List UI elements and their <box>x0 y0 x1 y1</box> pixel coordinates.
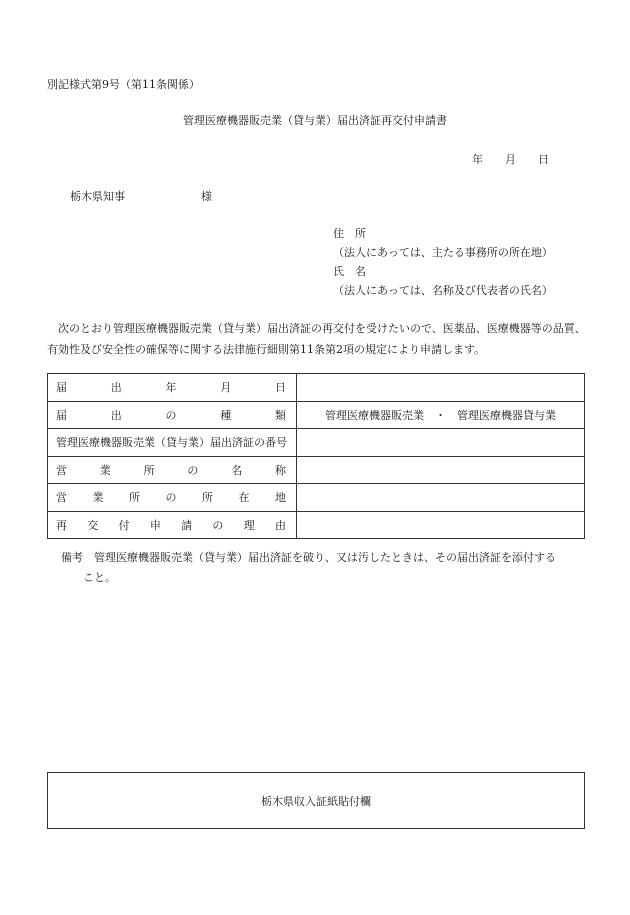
label-char: 申 <box>149 518 161 532</box>
applicant-block <box>333 224 553 300</box>
form-number: 別記様式第9号（第11条関係） <box>47 78 200 91</box>
revenue-stamp-box <box>47 772 585 829</box>
date-line <box>472 151 549 167</box>
label-text: 管理医療機器販売業（貸与業）届出済証の番号 <box>56 436 287 450</box>
label-char: の <box>165 408 177 422</box>
label-char: の <box>212 518 224 532</box>
label-char: 月 <box>220 381 232 395</box>
value-notification-type[interactable]: 管理医療機器販売業 ・ 管理医療機器貸与業 <box>297 401 585 429</box>
row-label-notification-type <box>48 401 297 429</box>
label-char: 出 <box>110 408 122 422</box>
value-office-address[interactable] <box>297 484 585 512</box>
label-char: 業 <box>99 463 111 477</box>
label-char: の <box>165 491 177 505</box>
date-day-label: 日 <box>538 153 549 166</box>
application-table <box>47 373 585 539</box>
table-row <box>48 401 585 429</box>
row-label-office-address <box>48 484 297 512</box>
value-notification-date[interactable] <box>297 374 585 402</box>
label-char: 年 <box>165 381 177 395</box>
label-char: 日 <box>275 381 286 395</box>
label-char: 交 <box>87 518 99 532</box>
revenue-stamp-label: 栃木県収入証紙貼付欄 <box>261 794 371 808</box>
addressee-name: 栃木県知事 <box>70 190 125 203</box>
value-certificate-number[interactable] <box>297 429 585 457</box>
label-char: 所 <box>143 463 155 477</box>
name-label: 氏 名 <box>333 265 366 278</box>
table-row <box>48 429 585 457</box>
label-char: 業 <box>92 491 104 505</box>
remarks-line-2: こと。 <box>83 571 116 584</box>
remarks <box>61 548 585 588</box>
addressee-honorific: 様 <box>201 190 212 203</box>
row-label-certificate-number <box>48 429 297 457</box>
label-char: 所 <box>129 491 140 505</box>
table-row <box>48 511 585 539</box>
label-char: 種 <box>220 408 232 422</box>
addressee <box>70 188 212 204</box>
date-year-label: 年 <box>472 153 483 166</box>
label-char: 称 <box>274 463 286 477</box>
label-char: 届 <box>56 408 67 422</box>
remarks-text: 管理医療機器販売業（貸与業）届出済証を破り、又は汚したときは、その届出済証を添付する <box>94 551 556 564</box>
label-char: 付 <box>118 518 130 532</box>
label-char: 理 <box>243 518 255 532</box>
body-text: 次のとおり管理医療機器販売業（貸与業）届出済証の再交付を受けたいので、医薬品、医療機器等の品質、有効性及び安全性の確保等に関する法律施行細則第11条第2項の規定により申請します。 <box>47 322 586 356</box>
label-char: の <box>187 463 199 477</box>
label-char: 類 <box>275 408 286 422</box>
value-office-name[interactable] <box>297 456 585 484</box>
row-label-notification-date <box>48 374 297 402</box>
name-note: （法人にあっては、名称及び代表者の氏名） <box>333 284 553 297</box>
value-reissue-reason[interactable] <box>297 511 585 539</box>
label-char: 在 <box>238 491 250 505</box>
label-char: 再 <box>56 518 67 532</box>
label-char: 由 <box>274 518 286 532</box>
label-char: 地 <box>275 491 286 505</box>
date-month-label: 月 <box>505 153 516 166</box>
row-label-reissue-reason <box>48 511 297 539</box>
table-row <box>48 374 585 402</box>
table-row <box>48 456 585 484</box>
document-title: 管理医療機器販売業（貸与業）届出済証再交付申請書 <box>183 114 447 127</box>
remarks-label: 備考 <box>61 551 83 564</box>
table-row <box>48 484 585 512</box>
label-char: 営 <box>56 491 67 505</box>
address-note: （法人にあっては、主たる事務所の所在地） <box>333 246 553 259</box>
remarks-line-1 <box>61 548 585 568</box>
label-char: 所 <box>202 491 213 505</box>
label-char: 出 <box>110 381 122 395</box>
label-char: 名 <box>231 463 243 477</box>
row-label-office-name <box>48 456 297 484</box>
label-char: 請 <box>181 518 193 532</box>
label-char: 届 <box>56 381 67 395</box>
address-label: 住 所 <box>333 227 366 240</box>
label-char: 営 <box>56 463 67 477</box>
